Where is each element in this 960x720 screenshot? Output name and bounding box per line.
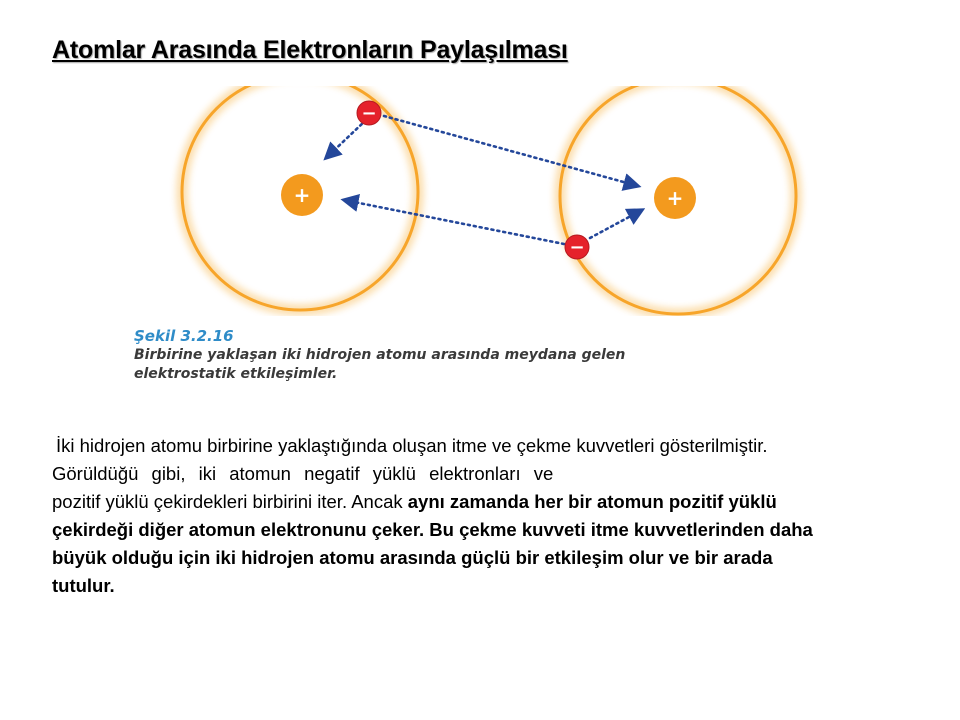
svg-text:+: + — [666, 186, 684, 210]
arrow-icon — [590, 210, 642, 238]
nucleus-icon — [654, 177, 696, 219]
svg-text:−: − — [569, 237, 585, 258]
body-paragraph — [52, 432, 932, 600]
electron-icon — [357, 101, 381, 125]
svg-text:+: + — [293, 183, 311, 207]
page-title: Atomlar Arasında Elektronların Paylaşılması — [52, 36, 568, 64]
caption-line: Birbirine yaklaşan iki hidrojen atomu arasında meydana gelen — [134, 347, 626, 363]
paragraph-line — [52, 488, 932, 516]
paragraph-line: Görüldüğü gibi, iki atomun negatif yüklü elektronları ve — [52, 463, 554, 484]
paragraph-bold-text: aynı zamanda her bir atomun pozitif yüklü — [407, 491, 777, 512]
paragraph-line: İki hidrojen atomu birbirine yaklaştığında oluşan itme ve çekme kuvvetleri gösterilmiştir. — [56, 435, 768, 456]
arrow-icon — [344, 200, 564, 244]
figure-caption — [134, 326, 734, 384]
caption-line: elektrostatik etkileşimler. — [134, 366, 338, 382]
nucleus-icon — [281, 174, 323, 216]
electron-icon — [565, 235, 589, 259]
atom-interaction-figure — [160, 86, 820, 316]
svg-text:−: − — [361, 103, 377, 124]
atom-diagram — [160, 86, 820, 316]
paragraph-text: pozitif yüklü çekirdekleri birbirini iter. Ancak — [52, 491, 408, 512]
paragraph-line: büyük olduğu için iki hidrojen atomu arasında güçlü bir etkileşim olur ve bir arada — [52, 547, 773, 568]
figure-label: Şekil 3.2.16 — [134, 327, 234, 345]
paragraph-line: çekirdeği diğer atomun elektronunu çeker. Bu çekme kuvveti itme kuvvetlerinden daha — [52, 519, 813, 540]
paragraph-line: tutulur. — [52, 575, 115, 596]
arrow-icon — [326, 120, 366, 158]
